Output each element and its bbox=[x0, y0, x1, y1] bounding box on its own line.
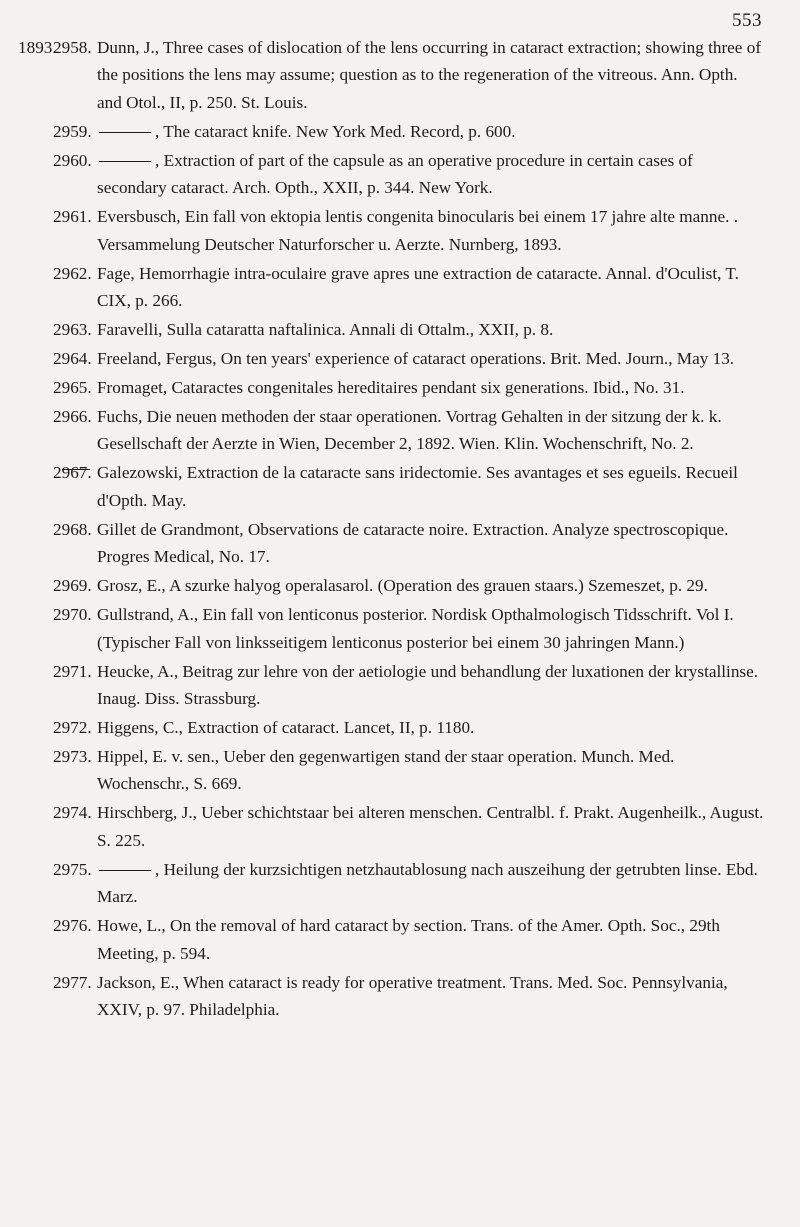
bibliography-entry bbox=[0, 403, 800, 458]
bibliography-entry bbox=[0, 912, 800, 967]
entry-number: 2977. bbox=[53, 972, 92, 992]
bibliography-entry bbox=[0, 374, 800, 401]
bibliography-entry bbox=[0, 743, 800, 798]
ditto-dash bbox=[99, 161, 151, 162]
entry-text: Grosz, E., A szurke halyog operalasarol. (Operation des grauen staars.) Szemeszet, p. 29. bbox=[97, 576, 708, 596]
entry-text: Heucke, A., Beitrag zur lehre von der aetiologie und behandlung der luxationen der krystallinse. Inaug. Diss. Strassburg. bbox=[97, 661, 759, 709]
bibliography-entry bbox=[0, 714, 800, 741]
entry-number: 2969. bbox=[53, 576, 92, 596]
entry-number: 2966. bbox=[53, 407, 92, 427]
entry-number: 2972. bbox=[53, 718, 92, 738]
page-number: 553 bbox=[732, 10, 762, 31]
entry-number: 2962. bbox=[53, 263, 92, 283]
bibliography-entry bbox=[0, 572, 800, 599]
entry-number: 2965. bbox=[53, 378, 92, 398]
entry-number: 2970. bbox=[53, 605, 92, 625]
bibliography-entry bbox=[0, 316, 800, 343]
entry-number: 2959. bbox=[53, 121, 92, 141]
entry-number: 2968. bbox=[53, 519, 92, 539]
entry-text: Howe, L., On the removal of hard cataract by section. Trans. of the Amer. Opth. Soc., 29th Meeting, p. 594. bbox=[97, 916, 720, 963]
entry-text: Hippel, E. v. sen., Ueber den gegenwartigen stand der staar operation. Munch. Med. Wochenschr., S. 669. bbox=[97, 747, 675, 794]
entry-text: Faravelli, Sulla cataratta naftalinica. Annali di Ottalm., XXII, p. 8. bbox=[97, 320, 554, 340]
entry-number: 2971. bbox=[53, 661, 92, 681]
entry-text: Dunn, J., Three cases of dislocation of the lens occurring in cataract extraction; showing three of the positions the lens may assume; question as to the regeneration of the vitreous. Ann. Opth. and Otol., II, p. 250. St. Louis. bbox=[97, 38, 762, 112]
bibliography-entry bbox=[0, 147, 800, 202]
entry-text: Gillet de Grandmont, Observations de cataracte noire. Extraction. Analyze spectroscopique. Progres Medical, No. 17. bbox=[97, 519, 729, 567]
bibliography-entry bbox=[0, 658, 800, 713]
entry-number: 2963. bbox=[53, 320, 92, 340]
bibliography-entry bbox=[0, 601, 800, 656]
entry-number: 2960. bbox=[53, 150, 92, 170]
bibliography-entry bbox=[0, 34, 800, 116]
entry-text: Fuchs, Die neuen methoden der staar operationen. Vortrag Gehalten in der sitzung der k. k. Gesellschaft der Aerzte in Wien, December 2, 1892. Wien. Klin. Wochenschrift, No. 2. bbox=[97, 407, 722, 454]
bibliography-entry bbox=[0, 969, 800, 1024]
entry-number: 2976. bbox=[53, 916, 92, 936]
ditto-dash bbox=[99, 132, 151, 133]
entry-text: Fage, Hemorrhagie intra-oculaire grave apres une extraction de cataracte. Annal. d'Oculist, T. CIX, p. 266. bbox=[97, 263, 739, 311]
bibliography-entry bbox=[0, 459, 800, 514]
bibliography-entry bbox=[0, 799, 800, 854]
entry-number: 2964. bbox=[53, 349, 92, 369]
bibliography-list bbox=[0, 34, 800, 1025]
entry-year: 1893. bbox=[18, 38, 57, 57]
entry-number: 2967. bbox=[53, 463, 92, 483]
entry-text: Galezowski, Extraction de la cataracte sans iridectomie. Ses avantages et ses egueils. Recueil d'Opth. May. bbox=[97, 463, 738, 510]
ditto-dash bbox=[99, 870, 151, 871]
entry-number: 2973. bbox=[53, 747, 92, 767]
entry-text: Hirschberg, J., Ueber schichtstaar bei alteren menschen. Centralbl. f. Prakt. Augenheilk., August. S. 225. bbox=[97, 803, 764, 850]
entry-text: , Extraction of part of the capsule as an operative procedure in certain cases of secondary cataract. Arch. Opth., XXII, p. 344. New York. bbox=[97, 150, 693, 198]
bibliography-entry bbox=[0, 345, 800, 372]
entry-text-with-ditto bbox=[0, 147, 800, 202]
entry-text: Freeland, Fergus, On ten years' experience of cataract operations. Brit. Med. Journ., May 13. bbox=[97, 349, 735, 369]
entry-text: , The cataract knife. New York Med. Record, p. 600. bbox=[155, 121, 516, 141]
bibliography-entry bbox=[0, 118, 800, 145]
entry-text: Gullstrand, A., Ein fall von lenticonus posterior. Nordisk Opthalmologisch Tidsschrift. Vol I. (Typischer Fall von linksseitigem lenticonus posterior bei einem 30 jahringen Mann.) bbox=[97, 605, 734, 652]
entry-text: Eversbusch, Ein fall von ektopia lentis congenita binocularis bei einem 17 jahre alte manne. . Versammelung Deutscher Naturforscher u. Aerzte. Nurnberg, 1893. bbox=[97, 207, 738, 254]
entry-text: , Heilung der kurzsichtigen netzhautablosung nach auszeihung der getrubten linse. Ebd. Marz. bbox=[97, 859, 758, 907]
entry-text: Jackson, E., When cataract is ready for operative treatment. Trans. Med. Soc. Pennsylvania, XXIV, p. 97. Philadelphia. bbox=[97, 972, 728, 1020]
entry-number: 2974. bbox=[53, 803, 92, 823]
bibliography-entry bbox=[0, 203, 800, 258]
entry-number: 2958. bbox=[53, 38, 92, 57]
entry-text: Fromaget, Cataractes congenitales hereditaires pendant six generations. Ibid., No. 31. bbox=[97, 378, 685, 398]
entry-number: 2961. bbox=[53, 207, 92, 227]
bibliography-entry bbox=[0, 260, 800, 315]
bibliography-entry bbox=[0, 856, 800, 911]
entry-number: 2975. bbox=[53, 859, 92, 879]
entry-text-with-ditto bbox=[0, 856, 800, 911]
entry-text-with-ditto bbox=[0, 118, 800, 145]
entry-text: Higgens, C., Extraction of cataract. Lancet, II, p. 1180. bbox=[97, 718, 475, 738]
bibliography-entry bbox=[0, 516, 800, 571]
